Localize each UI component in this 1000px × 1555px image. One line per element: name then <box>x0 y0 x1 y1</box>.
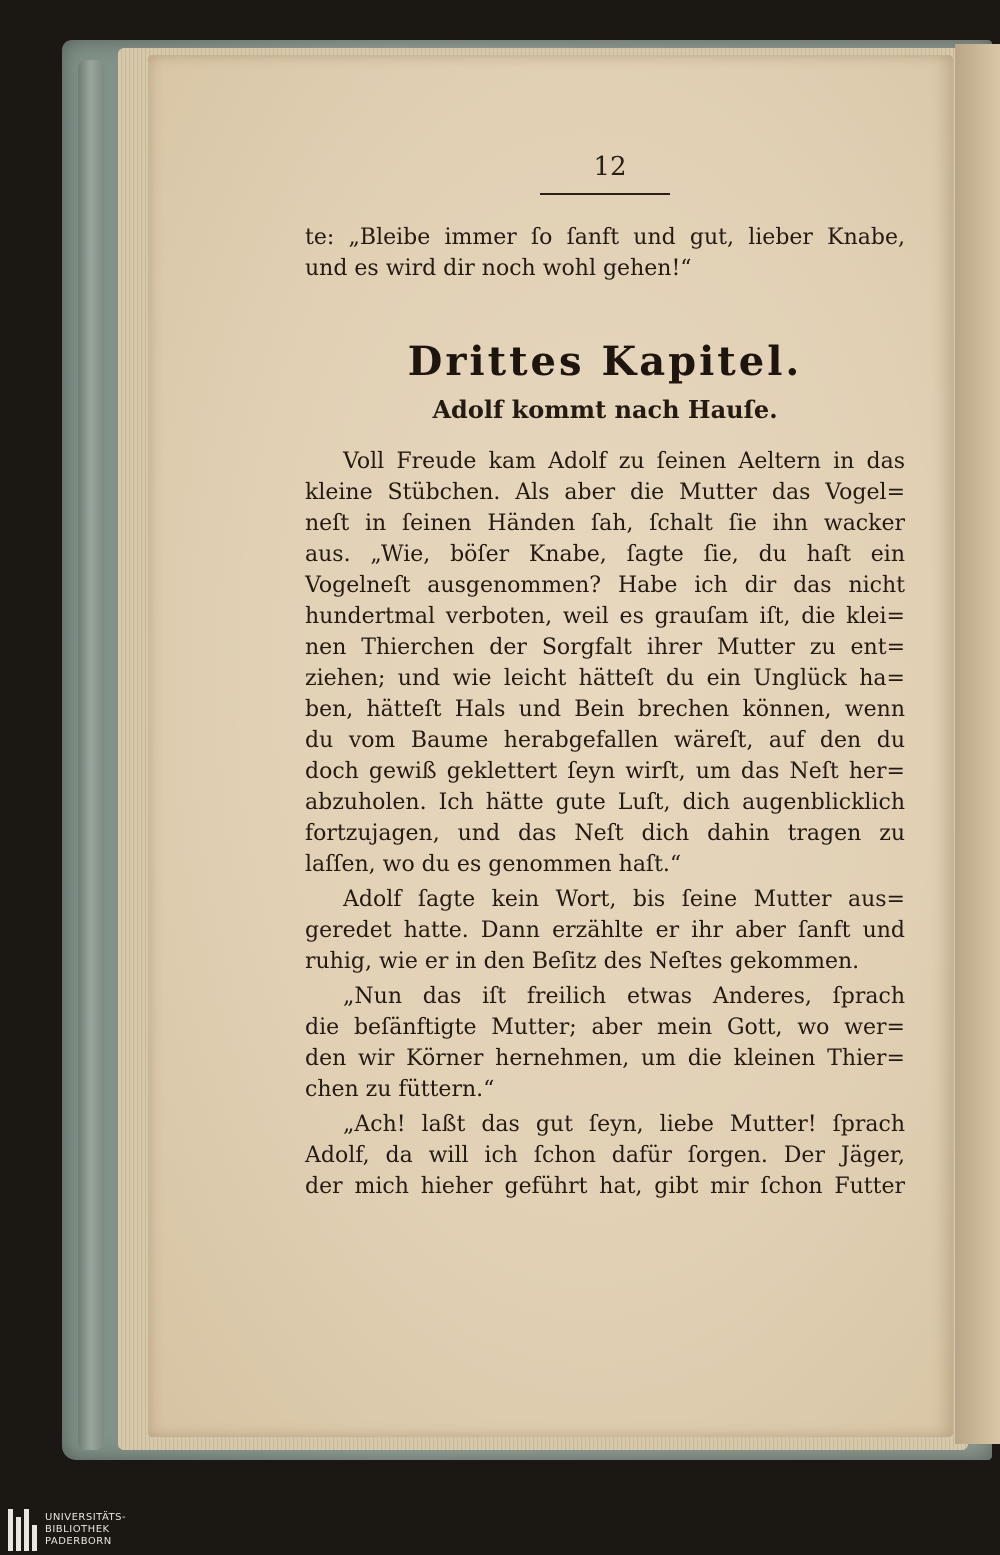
logo-line: PADERBORN <box>45 1536 112 1547</box>
paragraph <box>305 981 905 1105</box>
text-line: ruhig, wie er in den Beſitz des Neſtes gekommen. <box>305 949 860 974</box>
body-text <box>305 446 905 1202</box>
book-spine-strip <box>78 60 104 1450</box>
chapter-title: Drittes Kapitel. <box>407 338 803 385</box>
library-logo-text <box>45 1512 126 1548</box>
facing-page-edge <box>955 44 1000 1444</box>
text-line: Adolf, da will ich ſchon dafür ſorgen. Der Jäger, <box>305 1143 905 1168</box>
library-logo-icon <box>8 1509 37 1551</box>
text-line: du vom Baume herabgefallen wäreſt, auf den du <box>305 728 905 753</box>
text-line: Vogelneſt ausgenommen? Habe ich dir das nicht <box>305 573 905 598</box>
text-line: nen Thierchen der Sorgfalt ihrer Mutter zu ent= <box>305 635 905 660</box>
text-line: aus. „Wie, böſer Knabe, ſagte ſie, du haſt ein <box>305 542 905 567</box>
text-line: „Nun das iſt freilich etwas Anderes, ſprach <box>343 984 905 1009</box>
logo-line: UNIVERSITÄTS- <box>45 1512 127 1523</box>
text-line: chen zu füttern.“ <box>305 1077 495 1102</box>
text-line: laſſen, wo du es genommen haſt.“ <box>305 852 682 877</box>
text-line: hundertmal verboten, weil es grauſam iſt, die klei= <box>305 604 905 629</box>
text-line: „Ach! laßt das gut ſeyn, liebe Mutter! ſprach <box>343 1112 905 1137</box>
text-line: ziehen; und wie leicht hätteſt du ein Unglück ha= <box>305 666 905 691</box>
text-line: te: „Bleibe immer ſo ſanft und gut, lieber Knabe, <box>305 225 905 250</box>
text-line: doch gewiß geklettert ſeyn wirſt, um das Neſt her= <box>305 759 905 784</box>
text-line: der mich hieher geführt hat, gibt mir ſchon Futter <box>305 1174 905 1199</box>
page-number: 12 <box>593 152 627 182</box>
continued-text <box>305 222 905 284</box>
paragraph <box>305 446 905 880</box>
paragraph <box>305 884 905 977</box>
text-line: die beſänftigte Mutter; aber mein Gott, wo wer= <box>305 1015 905 1040</box>
text-line: geredet hatte. Dann erzählte er ihr aber ſanft und <box>305 918 905 943</box>
text-line: Voll Freude kam Adolf zu ſeinen Aeltern in das <box>343 449 905 474</box>
text-line: fortzujagen, und das Neſt dich dahin tragen zu <box>305 821 905 846</box>
text-line: abzuholen. Ich hätte gute Luſt, dich augenblicklich <box>305 790 905 815</box>
page-number-rule <box>540 193 670 195</box>
text-line: neſt in ſeinen Händen ſah, ſchalt ſie ihn wacker <box>305 511 905 536</box>
text-line: und es wird dir noch wohl gehen!“ <box>305 256 692 281</box>
library-logo <box>8 1508 126 1552</box>
text-line: Adolf ſagte kein Wort, bis ſeine Mutter aus= <box>343 887 905 912</box>
paragraph <box>305 1109 905 1202</box>
logo-line: BIBLIOTHEK <box>45 1524 110 1535</box>
text-line: den wir Körner hernehmen, um die kleinen Thier= <box>305 1046 905 1071</box>
text-line: kleine Stübchen. Als aber die Mutter das Vogel= <box>305 480 905 505</box>
chapter-subtitle: Adolf kommt nach Hauſe. <box>432 395 778 424</box>
text-line: ben, hätteſt Hals und Bein brechen können, wenn <box>305 697 905 722</box>
